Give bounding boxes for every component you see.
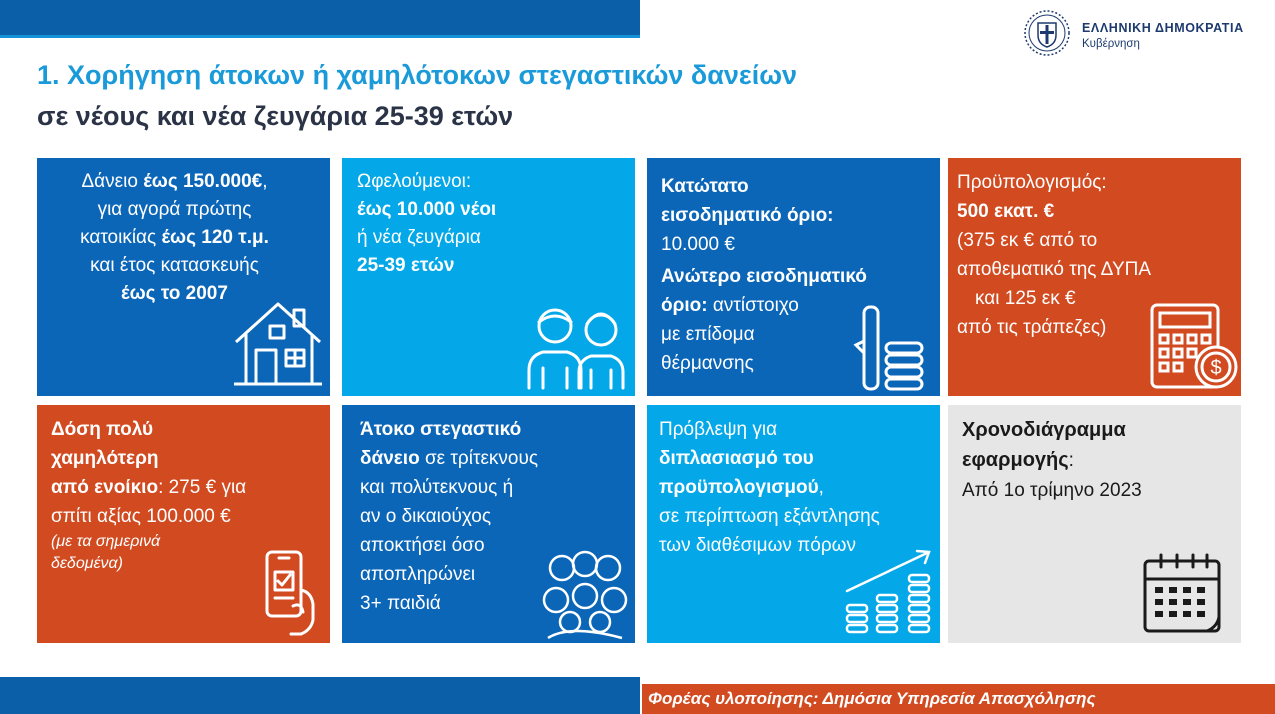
loan-text-2: κατοικίας [80, 227, 162, 248]
provision-title-2: προϋπολογισμού [659, 477, 819, 498]
income-max-text-2: θέρμανσης [661, 353, 754, 374]
income-min-label-2: εισοδηματικό όριο: [661, 205, 834, 226]
installment-amount: : 275 € για [158, 477, 247, 498]
income-max-label: Ανώτερο εισοδηματικό [661, 266, 867, 287]
interest-free-text-6: 3+ παιδιά [360, 593, 441, 614]
page-subtitle: σε νέους και νέα ζευγάρια 25-39 ετών [37, 101, 514, 131]
provision-title: διπλασιασμό του [659, 448, 814, 469]
top-bar-accent [0, 35, 640, 38]
installment-value: σπίτι αξίας 100.000 € [51, 506, 231, 527]
installment-title-2: χαμηλότερη [51, 448, 159, 469]
logo-title: ΕΛΛΗΝΙΚΗ ΔΗΜΟΚΡΑΤΙΑ [1082, 21, 1244, 35]
provision-comma: , [818, 477, 824, 498]
beneficiaries-count: έως 10.000 νέοι [357, 199, 497, 220]
installment-note: (με τα σημερινά [51, 533, 161, 550]
page-title: 1. Χορήγηση άτοκων ή χαμηλότοκων στεγαστικών δανείων [37, 60, 798, 90]
coins-icon [852, 303, 927, 393]
income-max-value: αντίστοιχο [712, 295, 799, 316]
svg-text:$: $ [1210, 357, 1222, 379]
logo-subtitle: Κυβέρνηση [1082, 38, 1140, 50]
tile-provision [647, 405, 940, 643]
calendar-icon [1141, 551, 1227, 637]
timeline-colon: : [1068, 450, 1074, 471]
provision-text-2: σε περίπτωση εξάντλησης [659, 506, 880, 527]
tile-budget [948, 158, 1241, 396]
income-max-text: με επίδομα [661, 324, 755, 345]
beneficiaries-text: ή νέα ζευγάρια [357, 227, 481, 248]
calculator-icon [1148, 303, 1240, 391]
couple-icon [525, 304, 631, 390]
provision-text: Πρόβλεψη για [659, 419, 778, 440]
provision-text-3: των διαθέσιμων πόρων [659, 535, 856, 556]
loan-size: έως 120 τ.μ. [161, 227, 269, 248]
interest-free-text: σε τρίτεκνους [419, 448, 539, 469]
bottom-bar [0, 677, 640, 714]
footer [642, 682, 1275, 714]
loan-year: έως το 2007 [121, 283, 228, 304]
loan-year-label: και έτος κατασκευής [90, 255, 259, 276]
timeline-title-2: εφαρμογής [962, 449, 1069, 471]
budget-amount: 500 εκατ. € [957, 201, 1055, 222]
phone-check-icon [265, 550, 321, 640]
tile-beneficiaries [342, 158, 635, 396]
budget-label: Προϋπολογισμός: [957, 172, 1107, 193]
interest-free-text-5: αποπληρώνει [360, 564, 476, 585]
loan-comma: , [262, 171, 268, 192]
beneficiaries-label: Ωφελούμενοι: [357, 171, 472, 192]
house-icon [232, 298, 324, 388]
government-logo [1022, 8, 1244, 63]
interest-free-text-3: αν ο δικαιούχος [360, 506, 492, 527]
interest-free-title: Άτοκο στεγαστικό [360, 419, 522, 440]
interest-free-title-2: δάνειο [360, 448, 420, 469]
budget-breakdown-3: και 125 εκ € [975, 288, 1076, 309]
timeline-date: Από 1ο τρίμηνο 2023 [962, 480, 1142, 501]
budget-breakdown-4: από τις τράπεζες) [957, 317, 1107, 338]
interest-free-text-2: και πολύτεκνους ή [360, 477, 514, 498]
footer-text: Φορέας υλοποίησης: Δημόσια Υπηρεσία Απασχόλησης [648, 689, 1096, 708]
budget-breakdown-1: (375 εκ € από το [957, 230, 1098, 251]
budget-breakdown-2: αποθεματικό της ΔΥΠΑ [957, 259, 1152, 280]
tile-income [647, 158, 940, 396]
timeline-title: Χρονοδιάγραμμα [962, 419, 1126, 441]
family-icon [540, 550, 630, 640]
income-min-value: 10.000 € [661, 234, 735, 255]
growth-chart-icon [843, 547, 937, 639]
loan-amount: έως 150.000€ [143, 171, 263, 192]
installment-title-3: από ενοίκιο [51, 477, 159, 498]
interest-free-text-4: αποκτήσει όσο [360, 535, 485, 556]
top-bar [0, 0, 640, 35]
income-max-label-2: όριο: [661, 295, 713, 316]
tile-loan [37, 158, 330, 396]
tile-timeline [948, 405, 1241, 643]
installment-title: Δόση πολύ [51, 419, 154, 440]
income-min-label: Κατώτατο [661, 176, 749, 197]
coat-of-arms-icon [1022, 8, 1072, 63]
installment-note-2: δεδομένα) [51, 555, 123, 572]
loan-text: Δάνειο [81, 171, 144, 192]
tile-installment [37, 405, 330, 643]
tile-interest-free [342, 405, 635, 643]
loan-purpose: για αγορά πρώτης [97, 199, 252, 220]
beneficiaries-age: 25-39 ετών [357, 255, 455, 276]
